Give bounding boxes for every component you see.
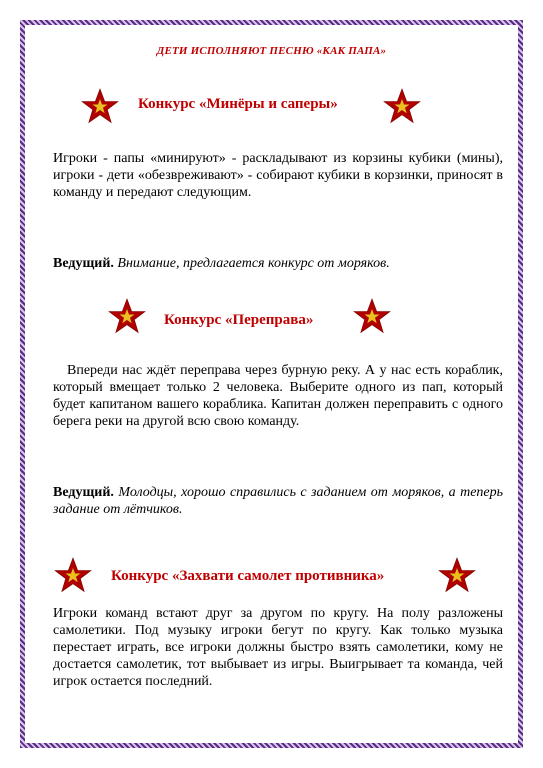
contest-title-airplane: Конкурс «Захвати самолет противника»	[111, 568, 385, 584]
host-label: Ведущий.	[53, 256, 114, 271]
host-line	[53, 255, 503, 272]
host-label: Ведущий.	[53, 485, 114, 500]
red-star-icon	[53, 556, 93, 596]
host-text: Молодцы, хорошо справились с заданием от моряков, а теперь задание от лётчиков.	[53, 485, 503, 517]
contest-description: Впереди нас ждёт переправа через бурную реку. А у нас есть кораблик, который вмещает только 2 человека. Выберите одного из пап, который будет капитаном вашего кораблика. Капитан должен переправить с одного берега реки на другой всю свою команду.	[53, 363, 503, 429]
contest-description: Игроки команд встают друг за другом по кругу. На полу разложены самолетики. Под музыку игроки бегут по кругу. Как только музыка перестает играть, все игроки должны быстро взять самолетики, кому не достается самолетик, тот выбывает из игры. Выигрывает та команда, чей игрок остается последний.	[53, 606, 503, 689]
contest-title-crossing: Конкурс «Переправа»	[164, 312, 314, 328]
host-line	[53, 484, 503, 518]
red-star-icon	[437, 556, 477, 596]
red-star-icon	[107, 297, 147, 337]
page-title: ДЕТИ ИСПОЛНЯЮТ ПЕСНЮ «КАК ПАПА»	[156, 45, 387, 57]
contest-description: Игроки - папы «минируют» - раскладывают из корзины кубики (мины), игроки - дети «обезвреживают» - собирают кубики в корзинки, приносят в команду и передают следующим.	[53, 151, 503, 200]
red-star-icon	[352, 297, 392, 337]
host-text: Внимание, предлагается конкурс от моряков.	[117, 256, 390, 271]
contest-title-miners: Конкурс «Минёры и саперы»	[138, 96, 338, 112]
red-star-icon	[80, 87, 120, 127]
red-star-icon	[382, 87, 422, 127]
